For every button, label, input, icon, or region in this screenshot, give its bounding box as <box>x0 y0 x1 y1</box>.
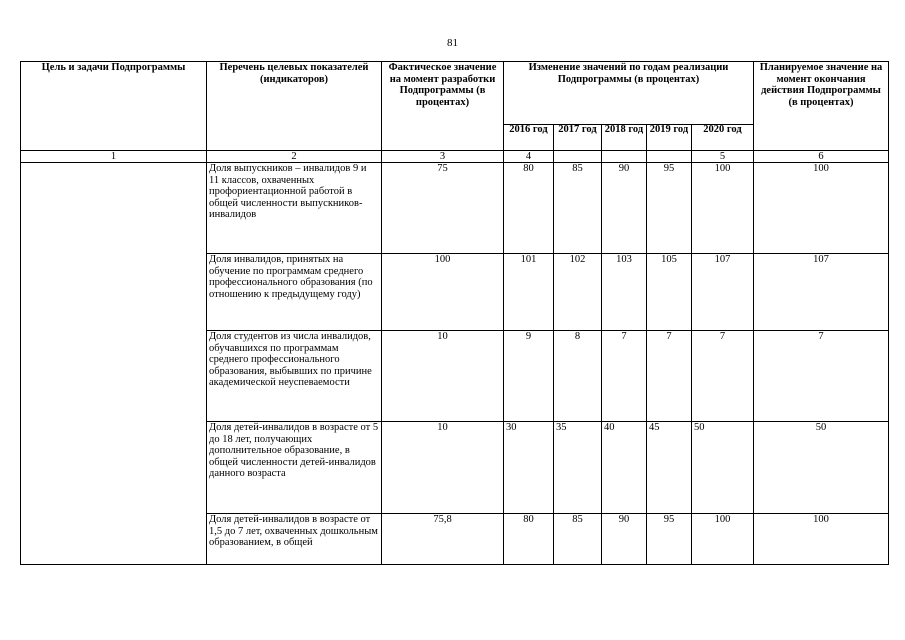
header-actual: Фактическое значение на момент разработки Подпрограммы (в процентах) <box>382 62 504 151</box>
indicators-table <box>20 61 889 565</box>
value-2019: 95 <box>647 514 692 565</box>
planned-value: 100 <box>754 514 889 565</box>
goal-cell <box>21 163 207 565</box>
value-2017: 85 <box>554 514 602 565</box>
indicator-name: Доля детей-инвалидов в возрасте от 1,5 до 7 лет, охваченных дошкольным образованием, в общей <box>207 514 382 565</box>
col-number-6 <box>602 151 647 163</box>
value-2016: 101 <box>504 254 554 331</box>
indicator-name: Доля инвалидов, принятых на обучение по программам среднего профессионального образования (по отношению к предыдущему году) <box>207 254 382 331</box>
value-2020: 50 <box>692 422 754 514</box>
value-2017: 102 <box>554 254 602 331</box>
value-2017: 35 <box>554 422 602 514</box>
value-2019: 95 <box>647 163 692 254</box>
col-number-1: 1 <box>21 151 207 163</box>
header-year-2018: 2018 год <box>602 125 647 151</box>
value-2016: 80 <box>504 163 554 254</box>
value-2019: 7 <box>647 331 692 422</box>
planned-value: 50 <box>754 422 889 514</box>
value-2016: 30 <box>504 422 554 514</box>
header-indicators: Перечень целевых показателей (индикаторов) <box>207 62 382 151</box>
value-2020: 100 <box>692 163 754 254</box>
header-change: Изменение значений по годам реализации Подпрограммы (в процентах) <box>504 62 754 125</box>
indicator-name: Доля студентов из числа инвалидов, обучавшихся по программам среднего профессионального образования, выбывших по причине академической неуспеваемости <box>207 331 382 422</box>
value-2018: 90 <box>602 163 647 254</box>
col-number-2: 2 <box>207 151 382 163</box>
col-number-3: 3 <box>382 151 504 163</box>
planned-value: 7 <box>754 331 889 422</box>
value-2018: 90 <box>602 514 647 565</box>
col-number-7 <box>647 151 692 163</box>
value-2018: 40 <box>602 422 647 514</box>
planned-value: 100 <box>754 163 889 254</box>
col-number-8: 5 <box>692 151 754 163</box>
header-year-2020: 2020 год <box>692 125 754 151</box>
value-2017: 8 <box>554 331 602 422</box>
col-number-4: 4 <box>504 151 554 163</box>
actual-value: 75 <box>382 163 504 254</box>
value-2020: 107 <box>692 254 754 331</box>
value-2019: 105 <box>647 254 692 331</box>
header-goal: Цель и задачи Подпрограммы <box>21 62 207 151</box>
actual-value: 100 <box>382 254 504 331</box>
page-number: 81 <box>447 37 458 49</box>
value-2016: 9 <box>504 331 554 422</box>
value-2020: 7 <box>692 331 754 422</box>
value-2019: 45 <box>647 422 692 514</box>
header-year-2016: 2016 год <box>504 125 554 151</box>
column-numbers-row <box>21 151 889 163</box>
planned-value: 107 <box>754 254 889 331</box>
actual-value: 10 <box>382 422 504 514</box>
actual-value: 10 <box>382 331 504 422</box>
col-number-9: 6 <box>754 151 889 163</box>
header-year-2019: 2019 год <box>647 125 692 151</box>
actual-value: 75,8 <box>382 514 504 565</box>
indicator-name: Доля детей-инвалидов в возрасте от 5 до 18 лет, получающих дополнительное образование, в общей численности детей-инвалидов данного возраста <box>207 422 382 514</box>
value-2020: 100 <box>692 514 754 565</box>
header-year-2017: 2017 год <box>554 125 602 151</box>
value-2018: 7 <box>602 331 647 422</box>
value-2018: 103 <box>602 254 647 331</box>
value-2016: 80 <box>504 514 554 565</box>
value-2017: 85 <box>554 163 602 254</box>
indicator-name: Доля выпускников – инвалидов 9 и 11 классов, охваченных профориентационной работой в общей численности выпускников-инвалидов <box>207 163 382 254</box>
header-planned: Планируемое значение на момент окончания действия Подпрограммы (в процентах) <box>754 62 889 151</box>
col-number-5 <box>554 151 602 163</box>
table-row <box>21 163 889 254</box>
